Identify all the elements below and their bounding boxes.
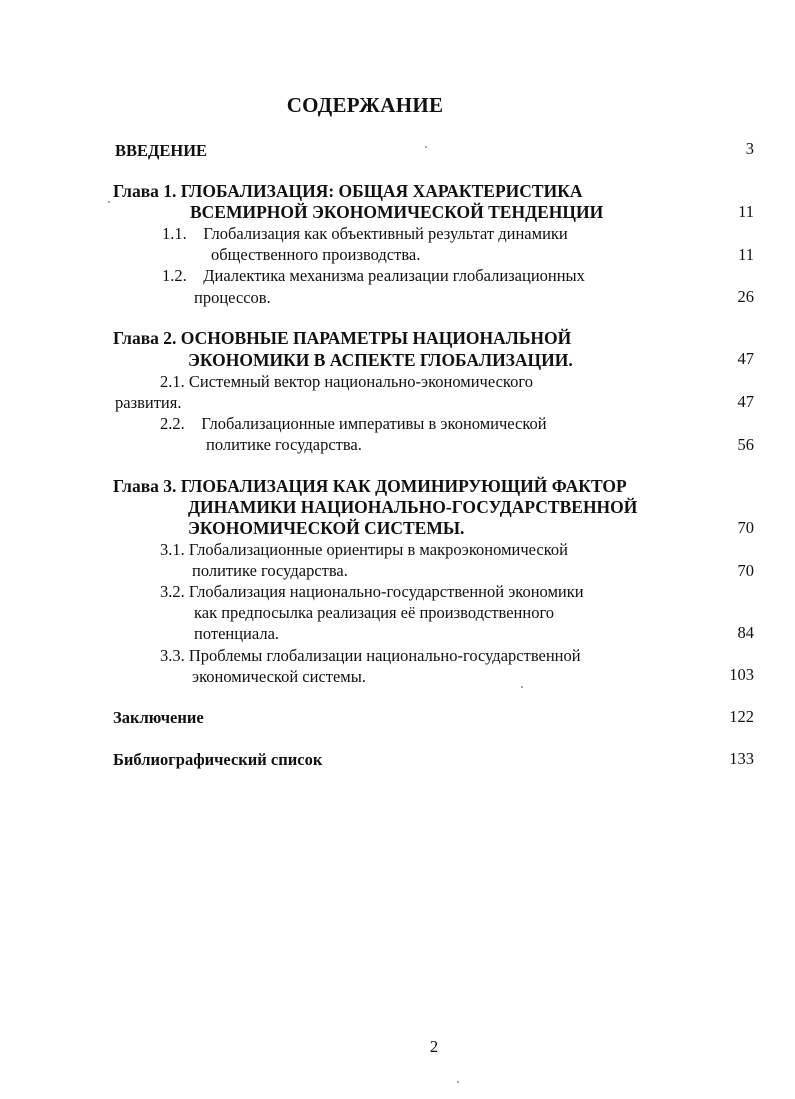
page-title: СОДЕРЖАНИЕ: [286, 93, 444, 117]
section-1-1-page: 11: [738, 245, 754, 264]
page-number: 2: [429, 1037, 439, 1056]
section-1-2-line1: 1.2. Диалектика механизма реализации глобализационных: [162, 266, 585, 285]
scan-speck: [521, 686, 523, 688]
toc-intro-label: ВВЕДЕНИЕ: [115, 141, 208, 160]
chapter3-title-line3: ЭКОНОМИЧЕСКОЙ СИСТЕМЫ.: [188, 518, 465, 538]
section-3-1-line1: 3.1. Глобализационные ориентиры в макроэкономической: [160, 540, 568, 559]
chapter3-title-line1: Глава 3. ГЛОБАЛИЗАЦИЯ КАК ДОМИНИРУЮЩИЙ ФАКТОР: [113, 476, 627, 496]
section-2-2-line1: 2.2. Глобализационные императивы в экономической: [160, 414, 547, 433]
section-1-2-line2: процессов.: [194, 288, 271, 307]
scan-speck: [457, 1081, 459, 1083]
section-2-1-line1: 2.1. Системный вектор национально-экономического: [160, 372, 533, 391]
section-3-3-line2: экономической системы.: [192, 667, 366, 686]
section-3-1-page: 70: [737, 561, 754, 580]
toc-bibliography-page: 133: [729, 749, 754, 768]
section-3-3-page: 103: [729, 665, 754, 684]
chapter1-page: 11: [738, 202, 754, 221]
section-1-1-line1: 1.1. Глобализация как объективный результат динамики: [162, 224, 568, 243]
scan-speck: [425, 146, 427, 148]
section-1-1-line2: общественного производства.: [211, 245, 421, 264]
toc-conclusion-label: Заключение: [113, 708, 204, 727]
section-2-1-line2: развития.: [115, 393, 182, 412]
section-3-3-line1: 3.3. Проблемы глобализации национально-государственной: [160, 646, 581, 665]
chapter3-page: 70: [737, 518, 754, 537]
section-2-2-page: 56: [737, 435, 754, 454]
section-2-2-line2: политике государства.: [206, 435, 362, 454]
chapter2-title-line1: Глава 2. ОСНОВНЫЕ ПАРАМЕТРЫ НАЦИОНАЛЬНОЙ: [113, 328, 572, 348]
section-3-2-line3: потенциала.: [194, 624, 280, 643]
section-2-1-page: 47: [737, 392, 754, 411]
toc-conclusion-page: 122: [729, 707, 754, 726]
chapter2-page: 47: [737, 349, 754, 368]
section-3-2-line2: как предпосылка реализация её производственного: [194, 603, 555, 622]
section-1-2-page: 26: [737, 287, 754, 306]
chapter1-title-line2: ВСЕМИРНОЙ ЭКОНОМИЧЕСКОЙ ТЕНДЕНЦИИ: [190, 202, 604, 222]
chapter2-title-line2: ЭКОНОМИКИ В АСПЕКТЕ ГЛОБАЛИЗАЦИИ.: [188, 350, 573, 370]
chapter1-title-line1: Глава 1. ГЛОБАЛИЗАЦИЯ: ОБЩАЯ ХАРАКТЕРИСТИКА: [113, 181, 583, 201]
section-3-2-line1: 3.2. Глобализация национально-государственной экономики: [160, 582, 584, 601]
toc-intro-page: 3: [745, 139, 754, 158]
section-3-1-line2: политике государства.: [192, 561, 348, 580]
section-3-2-page: 84: [737, 623, 754, 642]
chapter3-title-line2: ДИНАМИКИ НАЦИОНАЛЬНО-ГОСУДАРСТВЕННОЙ: [188, 497, 638, 517]
toc-bibliography-label: Библиографический список: [113, 750, 323, 769]
scan-speck: [108, 201, 110, 203]
